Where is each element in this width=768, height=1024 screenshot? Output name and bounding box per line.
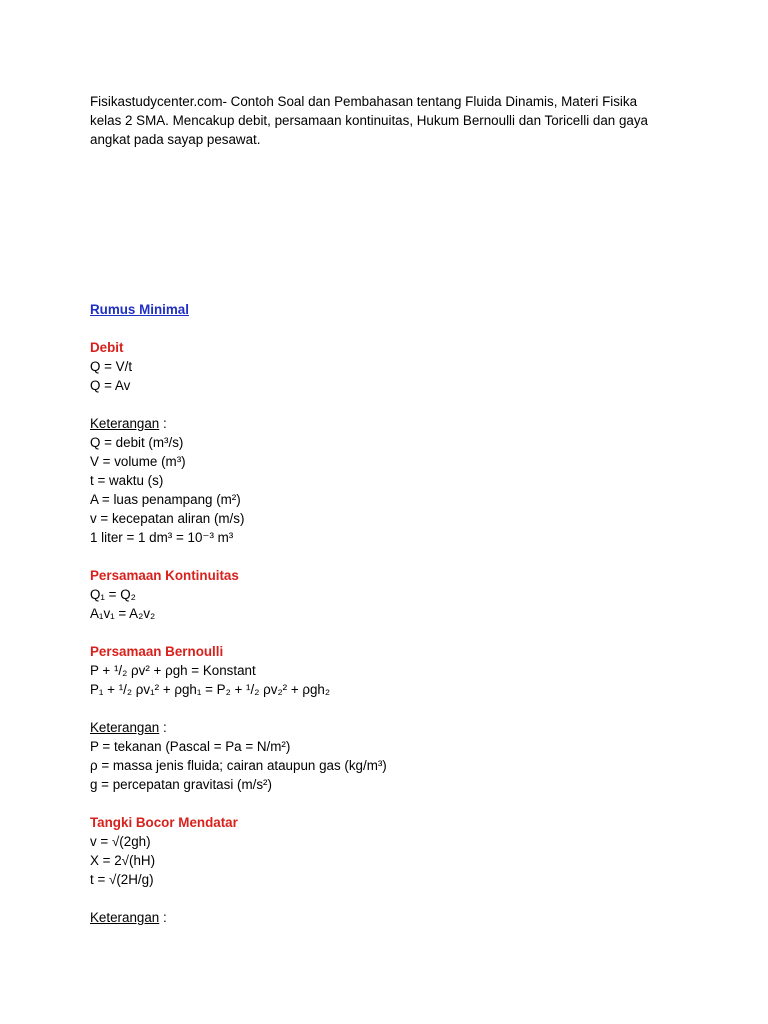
- keterangan-item: A = luas penampang (m²): [90, 492, 241, 507]
- kontinuitas-formula: Q₁ = Q₂: [90, 587, 136, 602]
- debit-formula: Q = V/t: [90, 359, 133, 374]
- intro-line: kelas 2 SMA. Mencakup debit, persamaan kontinuitas, Hukum Bernoulli dan Toricelli dan gaya: [90, 113, 648, 128]
- intro-line: Fisikastudycenter.com- Contoh Soal dan Pembahasan tentang Fluida Dinamis, Materi Fisika: [90, 94, 638, 109]
- keterangan-item: v = kecepatan aliran (m/s): [90, 511, 245, 526]
- keterangan-item: P = tekanan (Pascal = Pa = N/m²): [90, 739, 291, 754]
- keterangan-colon: :: [159, 416, 167, 431]
- tangki-formula: t = √(2H/g): [90, 872, 154, 887]
- bernoulli-formula: P + ¹/₂ ρv² + ρgh = Konstant: [90, 663, 256, 678]
- keterangan-colon: :: [159, 720, 167, 735]
- keterangan-text: Keterangan: [90, 416, 160, 431]
- keterangan-label: [90, 414, 710, 433]
- intro-line: angkat pada sayap pesawat.: [90, 132, 261, 147]
- keterangan-item: V = volume (m³): [90, 454, 186, 469]
- kontinuitas-formula: A₁v₁ = A₂v₂: [90, 606, 156, 621]
- rumus-minimal-link[interactable]: Rumus Minimal: [90, 302, 189, 317]
- tangki-formula: X = 2√(hH): [90, 853, 156, 868]
- keterangan-colon: :: [159, 910, 167, 925]
- keterangan-label: [90, 718, 710, 737]
- keterangan-item: ρ = massa jenis fluida; cairan ataupun gas (kg/m³): [90, 758, 387, 773]
- debit-heading: Debit: [90, 340, 124, 355]
- document-page: [90, 92, 710, 927]
- intro-paragraph: [90, 92, 710, 149]
- keterangan-text: Keterangan: [90, 720, 160, 735]
- keterangan-item: 1 liter = 1 dm³ = 10⁻³ m³: [90, 530, 234, 545]
- tangki-formula: v = √(2gh): [90, 834, 151, 849]
- tangki-heading: Tangki Bocor Mendatar: [90, 815, 238, 830]
- keterangan-text: Keterangan: [90, 910, 160, 925]
- keterangan-item: t = waktu (s): [90, 473, 164, 488]
- keterangan-label: [90, 908, 710, 927]
- bernoulli-formula: P₁ + ¹/₂ ρv₁² + ρgh₁ = P₂ + ¹/₂ ρv₂² + ρgh₂: [90, 682, 331, 697]
- debit-formula: Q = Av: [90, 378, 131, 393]
- kontinuitas-heading: Persamaan Kontinuitas: [90, 568, 239, 583]
- keterangan-item: Q = debit (m³/s): [90, 435, 184, 450]
- keterangan-item: g = percepatan gravitasi (m/s²): [90, 777, 272, 792]
- bernoulli-heading: Persamaan Bernoulli: [90, 644, 224, 659]
